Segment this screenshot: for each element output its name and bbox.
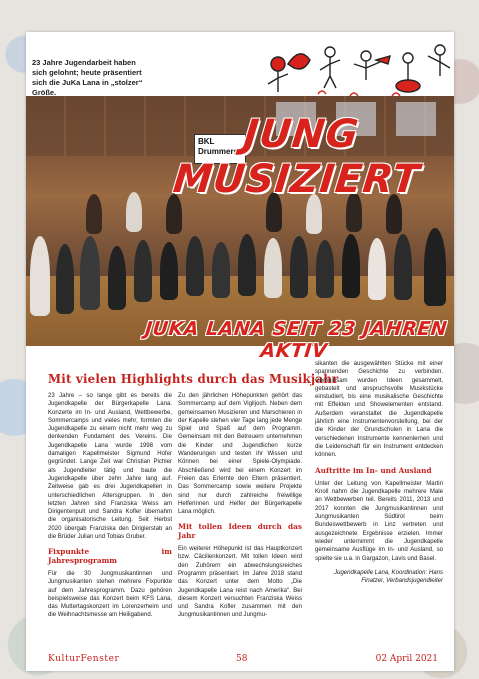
magazine-name: KulturFenster bbox=[48, 654, 120, 664]
article-paragraph: Unter der Leitung von Kapellmeister Martin Knoll nahm die Jugendkapelle mehrere Male an Wettbewerben teil. Bereits 2011, 2013 und 2017 konnten die Jungmusikantinnen und Jungmusikanten Südtirol beim Bundeswettbewerb in Linz vertreten und ausgezeichnete Ergebnisse erzielen. Immer wieder unternimmt die Jugendkapelle gemeinsame Ausflüge im In- und Ausland, so spielte sie u.a. in Gargazon, Lavis und Basel. bbox=[315, 480, 443, 562]
musician bbox=[86, 194, 102, 234]
article-signature: Jugendkapelle Lana, Koordination: Hans Finatzer, Verbandsjugendleiter bbox=[334, 569, 443, 585]
subheadline: JUKA LANA SEIT 23 JAHREN AKTIV bbox=[143, 318, 449, 362]
musician bbox=[56, 244, 74, 314]
issue-date: 02 April 2021 bbox=[375, 654, 438, 664]
musician bbox=[264, 238, 282, 298]
article-paragraph: Ein weiterer Höhepunkt ist das Hauptkonzert bzw. Cäcilienkonzert. Mit tollen Ideen wird den Zuhörern ein abwechslungsreiches Programm präsentiert. Im Jahre 2018 stand das Konzert unter dem Motto „Die Jugendkapelle Lana reist nach Amerika“. Bei diesem Konzert versuchten Franziska Weiss und Sandra Kofler zusammen mit den Jungmusikantinnen und Jungmu- bbox=[178, 546, 302, 619]
article-column-1 bbox=[48, 392, 172, 620]
section-heading: Fixpunkte im Jahresprogramm bbox=[48, 547, 172, 565]
article-paragraph: sikanten die ausgewählten Stücke mit einer spannenden Geschichte zu verbinden. Gemeinsam wurden Ideen gesammelt, gebastelt und anspruchsvolle Musikstücke einstudiert, bis eine musikalische Geschichte mit Effekten und Showelementen entstand. Außerdem veranstaltet die Jugendkapelle jährlich eine Instrumentenvorstellung, bei der die Kinder der Grundschulen in Lana die verschiedenen Instrumente kennenlernen und die Leidenschaft für ein Instrument entdecken können. bbox=[315, 361, 443, 459]
musician bbox=[160, 242, 178, 300]
musician bbox=[134, 240, 152, 302]
musician bbox=[30, 236, 50, 316]
section-heading: Auftritte im In- und Ausland bbox=[315, 465, 432, 475]
musician-doodle-icon bbox=[258, 34, 454, 104]
article-column-3 bbox=[315, 360, 443, 585]
musician bbox=[186, 236, 204, 296]
musician bbox=[424, 228, 446, 306]
article-heading: Mit vielen Highlights durch das Musikjahr bbox=[48, 372, 339, 386]
musician bbox=[80, 236, 100, 310]
musician bbox=[368, 238, 386, 300]
page-number: 58 bbox=[236, 654, 248, 664]
musician bbox=[108, 246, 126, 310]
magazine-page bbox=[26, 32, 454, 671]
article-column-2 bbox=[178, 392, 302, 620]
musician bbox=[342, 234, 360, 298]
section-heading: Mit tollen Ideen durch das Jahr bbox=[178, 522, 302, 540]
musician bbox=[394, 234, 412, 300]
musician bbox=[290, 236, 308, 298]
drum-sign: BKL Drummers bbox=[194, 134, 246, 164]
photo-caption: 23 Jahre Jugendarbeit haben sich gelohnt; heute präsentiert sich die JuKa Lana in „stolzer“ Größe. bbox=[32, 58, 143, 97]
article-paragraph: Für die 30 Jungmusikantinnen und Jungmusikanten stehen mehrere Fixpunkte auf dem Jahresprogramm. Dazu gehören beispielsweise das Konzert beim KFS Lana, das Muttertagskonzert im Lorenzerheim und die Weihnachtsmesse am Heiligabend. bbox=[48, 570, 172, 619]
musician bbox=[212, 242, 230, 298]
article-paragraph: 23 Jahre – so lange gibt es bereits die Jugendkapelle der Bürgerkapelle Lana. Konzerte im In- und Ausland, Wettbewerbe, Sommercamps und vieles mehr, formten die Jugendkapelle zu einem nicht mehr weg zu denkenden Fundament des Vereins. Die Jugendkapelle Lana wurde 1998 vom damaligen Kapellmeister Sigmund Hofer gegründet. Lange Zeit war Christian Pichler als Jugendleiter tätig und baute die Jugendkapelle über zehn Jahre lang auf. Zeitweise gab es drei Jugendkapellen in unterschiedlichen Altersgruppen. In den letzten Jahren sind Franziska Weiss am Dirigentenpult und Sandra Kofler übernahm die organisatorische Leitung. Seit Herbst 2020 übergab Franziska den Dirigierstab an die Brüder Julian und Tobias Gruber. bbox=[48, 393, 172, 541]
musician bbox=[316, 240, 334, 298]
musician bbox=[238, 234, 256, 296]
headline: JUNG MUSIZIERT bbox=[171, 112, 423, 202]
page-footer bbox=[26, 652, 454, 671]
article-paragraph: Zu den jährlichen Höhepunkten gehört das Sommercamp auf dem Vigiljoch. Neben dem gemeinsamen Musizieren und Marschieren in der Kapelle stehen vier Tage lang jede Menge Spiel und Spaß auf dem Programm. Gemeinsam mit den Betreuern unternehmen die Kinder und Jugendlichen kurze Wanderungen und testen ihr Wissen und Können bei einer Spiele-Olympiade. Abschließend wird bei einem Konzert im Freien das Erlernte den Eltern präsentiert. Das Sommercamp sowie weitere Projekte sind nur durch zahlreiche freiwillige Helferinnen und Helfer der Bürgerkapelle Lana möglich. bbox=[178, 393, 302, 516]
